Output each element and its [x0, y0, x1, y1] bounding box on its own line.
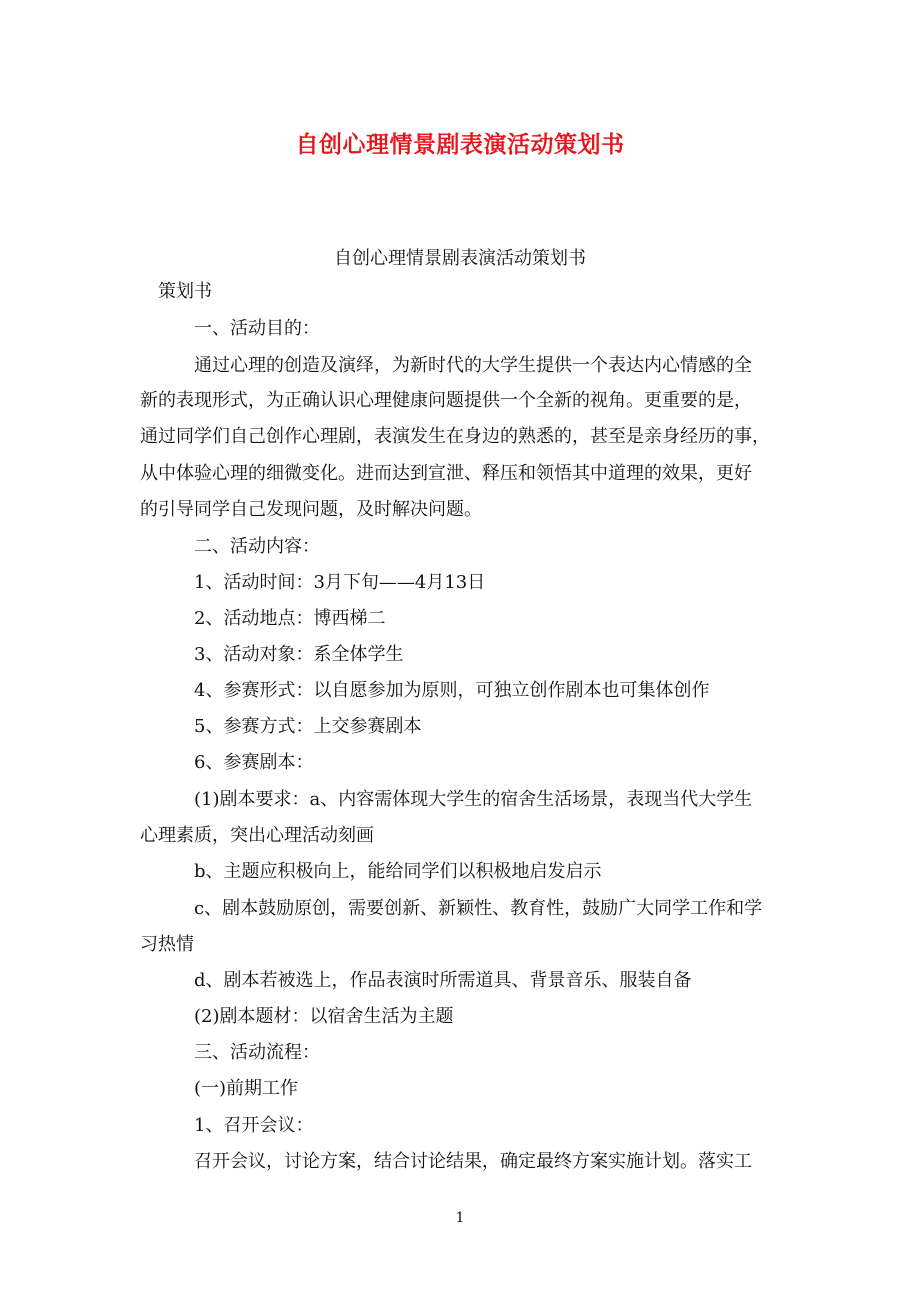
page-number: 1 — [455, 1210, 465, 1226]
section-heading: 二、活动内容： — [194, 536, 320, 557]
paragraph-line: 从中体验心理的细微变化。进而达到宣泄、释压和领悟其中道理的效果，更好 — [140, 463, 752, 484]
list-item: 3、活动对象：系全体学生 — [194, 644, 404, 665]
list-item: d、剧本若被选上，作品表演时所需道具、背景音乐、服装自备 — [194, 970, 692, 991]
section-heading: 一、活动目的： — [194, 318, 320, 339]
document-title: 自创心理情景剧表演活动策划书 — [295, 131, 625, 158]
paragraph-line: 策划书 — [158, 281, 212, 302]
list-item: 4、参赛形式：以自愿参加为原则，可独立创作剧本也可集体创作 — [194, 680, 710, 701]
paragraph-line: 通过心理的创造及演绎，为新时代的大学生提供一个表达内心情感的全 — [194, 355, 752, 376]
paragraph-line: 的引导同学自己发现问题，及时解决问题。 — [140, 499, 482, 520]
list-item: c、剧本鼓励原创，需要创新、新颖性、教育性，鼓励广大同学工作和学 — [194, 898, 763, 919]
paragraph-line: 心理素质，突出心理活动刻画 — [140, 825, 374, 846]
paragraph-line: 召开会议，讨论方案，结合讨论结果，确定最终方案实施计划。落实工 — [194, 1151, 752, 1172]
subsection-heading: (一)前期工作 — [194, 1078, 299, 1099]
section-heading: 三、活动流程： — [194, 1042, 320, 1063]
list-item: 5、参赛方式：上交参赛剧本 — [194, 716, 422, 737]
list-item: (1)剧本要求：a、内容需体现大学生的宿舍生活场景，表现当代大学生 — [194, 789, 753, 810]
list-item: 1、活动时间：3月下旬——4月13日 — [194, 572, 486, 593]
document-subtitle: 自创心理情景剧表演活动策划书 — [334, 248, 586, 269]
list-item: 2、活动地点：博西梯二 — [194, 608, 386, 629]
list-item: 1、召开会议： — [194, 1115, 314, 1136]
list-item: (2)剧本题材：以宿舍生活为主题 — [194, 1006, 454, 1027]
list-item: b、主题应积极向上，能给同学们以积极地启发启示 — [194, 861, 602, 882]
paragraph-line: 新的表现形式，为正确认识心理健康问题提供一个全新的视角。更重要的是， — [140, 390, 752, 411]
paragraph-line: 通过同学们自己创作心理剧，表演发生在身边的熟悉的，甚至是亲身经历的事， — [140, 426, 770, 447]
list-item: 6、参赛剧本： — [194, 752, 314, 773]
paragraph-line: 习热情 — [140, 934, 194, 955]
